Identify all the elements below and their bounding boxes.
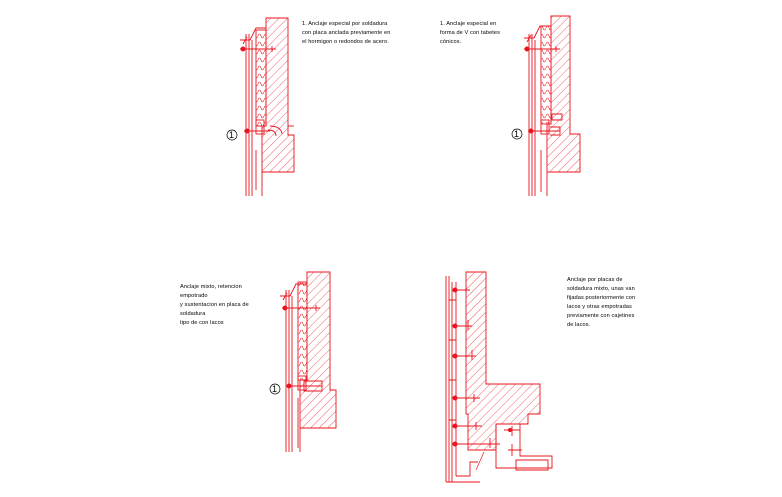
detail-3-insulation (298, 282, 307, 380)
detail-1-section (240, 18, 294, 196)
detail-2-concrete-wall (547, 16, 580, 172)
detail-1-concrete-wall (262, 18, 294, 172)
detail-4-note-line: soldadura mixto, unas van (567, 286, 635, 292)
detail-4-note-line: previamente con cajetines (567, 313, 635, 319)
detail-3-note (180, 283, 249, 328)
detail-4-note (567, 276, 635, 330)
detail-2-callout: 1 (514, 129, 520, 139)
detail-2-section (524, 16, 580, 196)
detail-1-insulation (256, 30, 266, 126)
detail-3-note-line: tipo de con lacos (180, 320, 224, 326)
detail-1-note-line: 1. Anclaje especial por soldadura (302, 21, 388, 27)
detail-2-note-line: cónicos. (440, 39, 462, 45)
detail-3-note-line: y sustentacion en placa de (180, 302, 249, 308)
detail-3-callout: 1 (272, 384, 278, 394)
detail-1-callout: 1 (229, 130, 235, 140)
detail-4-concrete-wall (466, 272, 540, 450)
detail-4-section (446, 272, 552, 482)
detail-3-section (280, 272, 336, 452)
detail-3-note-line: empotrado (180, 293, 208, 299)
detail-2-note-line: forma de V con tabetes (440, 30, 501, 36)
detail-2-note-line: 1. Anclaje especial en (440, 21, 497, 27)
detail-1-note-line: el hormigon o redondos de acero. (302, 39, 389, 45)
detail-4-note-line: fijadas posteriormente con (567, 295, 636, 301)
detail-2-insulation (541, 26, 551, 124)
detail-4-note-line: lacos y otras empotradas (567, 304, 632, 310)
detail-3-note-line: Anclaje mixto, retencion (180, 284, 242, 290)
detail-4-note-line: Anclaje por placas de (567, 277, 623, 283)
detail-1-note (302, 20, 390, 47)
detail-1-note-line: con placa anclada previamente en (302, 30, 391, 36)
detail-3-note-line: soldadura (180, 311, 206, 317)
detail-2-note (440, 20, 500, 47)
detail-4-note-line: de lacos. (567, 322, 591, 328)
